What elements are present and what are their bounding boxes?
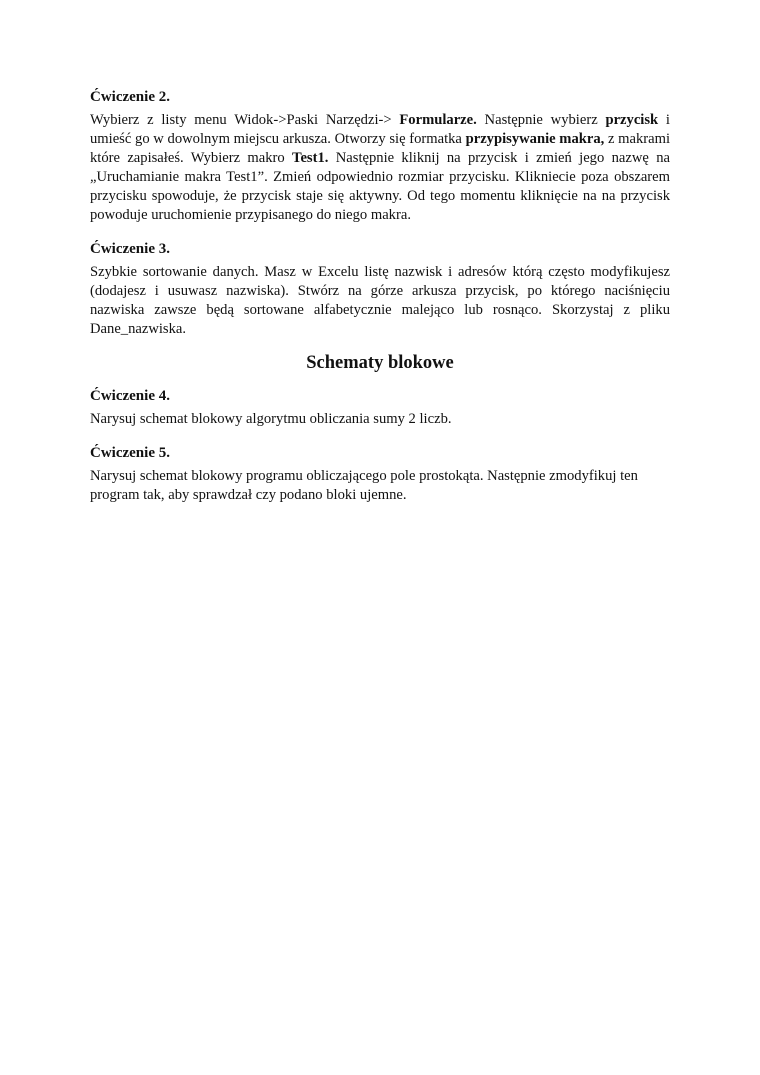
exercise-5-title: Ćwiczenie 5.: [90, 445, 170, 461]
exercise-2-text-part-4: z makrami które zapisałeś. Wybierz makro: [90, 131, 671, 166]
exercise-2-text-part-5: Następnie kliknij na przycisk i zmień jego nazwę na „Uruchamianie makra Test1”. Zmień odpowiednio rozmiar przycisku. Klikniecie poza obszarem przycisku spowoduje, że przycisk staje się aktywny. Od tego momentu kliknięcie na na przycisk powoduje uruchomienie przypisanego do niego makra.: [90, 150, 670, 223]
exercise-2-title: Ćwiczenie 2.: [90, 89, 170, 105]
exercise-2-bold-przycisk: przycisk: [605, 112, 659, 128]
spacer: [90, 225, 670, 240]
exercise-2-bold-test1: Test1.: [292, 150, 329, 166]
exercise-3-title: Ćwiczenie 3.: [90, 241, 170, 257]
exercise-2-bold-przypisywanie-makra: przypisywanie makra,: [465, 131, 605, 147]
section-heading: Schematy blokowe: [306, 353, 454, 373]
document-content: [90, 88, 670, 505]
exercise-5-text: Narysuj schemat blokowy programu obliczającego pole prostokąta. Następnie zmodyfikuj ten program tak, aby sprawdzał czy podano bloki ujemne.: [90, 468, 638, 503]
exercise-2-text-part-1: Wybierz z listy menu Widok->Paski Narzędzi->: [90, 112, 400, 128]
exercise-2-text-part-2: Następnie wybierz: [476, 112, 606, 128]
spacer: [90, 429, 670, 444]
exercise-3-text: Szybkie sortowanie danych. Masz w Excelu listę nazwisk i adresów którą często modyfikujesz (dodajesz i usuwasz nazwiska). Stwórz na górze arkusza przycisk, po którego naciśnięciu nazwiska zawsze będą sortowane alfabetycznie malejąco lub rosnąco. Skorzystaj z pliku Dane_nazwiska.: [90, 264, 670, 337]
exercise-2-bold-formularze: Formularze.: [399, 112, 477, 128]
exercise-2-text: [90, 111, 670, 225]
exercise-4-text: Narysuj schemat blokowy algorytmu obliczania sumy 2 liczb.: [90, 411, 452, 427]
exercise-2-text-part-3: i umieść go w dowolnym miejscu arkusza. Otworzy się formatka: [90, 112, 670, 147]
exercise-4-title: Ćwiczenie 4.: [90, 388, 170, 404]
